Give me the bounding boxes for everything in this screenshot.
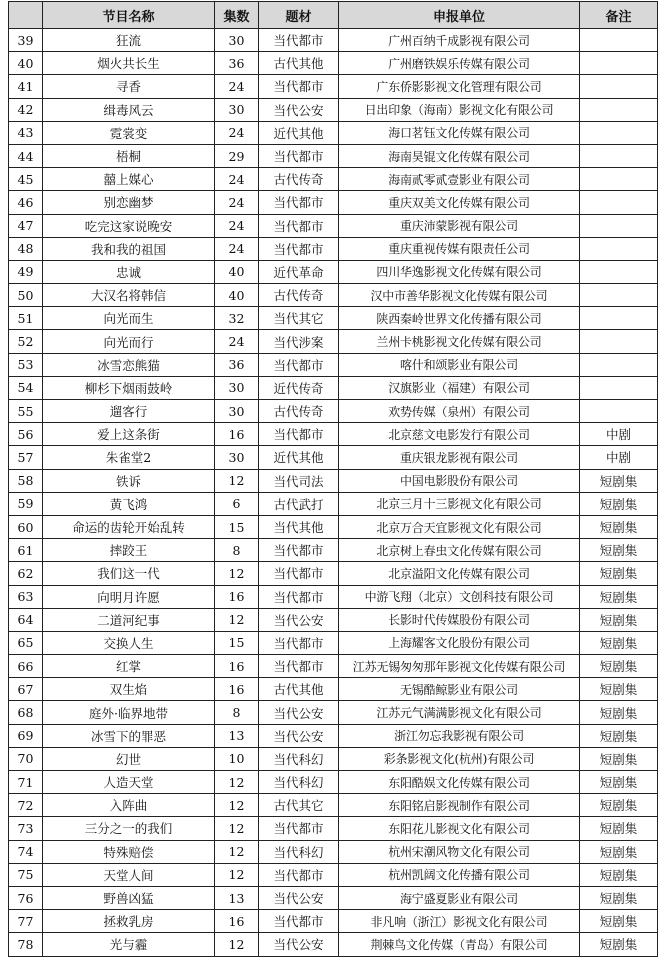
note: 短剧集 (580, 655, 658, 678)
note (580, 121, 658, 144)
row-number: 52 (9, 330, 43, 353)
program-name: 庭外·临界地带 (43, 701, 215, 724)
table-row (9, 747, 658, 770)
genre: 古代其他 (259, 52, 339, 75)
genre: 古代传奇 (259, 284, 339, 307)
table-row (9, 562, 658, 585)
table-body (9, 29, 658, 957)
program-name: 二道河纪事 (43, 608, 215, 631)
note: 短剧集 (580, 817, 658, 840)
applicant-company: 重庆银龙影视有限公司 (339, 446, 580, 469)
genre: 当代科幻 (259, 747, 339, 770)
genre: 当代其他 (259, 515, 339, 538)
applicant-company: 无锡酷鲸影业有限公司 (339, 678, 580, 701)
episode-count: 16 (215, 655, 259, 678)
note: 短剧集 (580, 724, 658, 747)
row-number: 74 (9, 840, 43, 863)
program-name: 别恋幽梦 (43, 191, 215, 214)
episode-count: 15 (215, 631, 259, 654)
program-name: 梧桐 (43, 144, 215, 167)
row-number: 40 (9, 52, 43, 75)
row-number: 69 (9, 724, 43, 747)
note: 短剧集 (580, 747, 658, 770)
program-name: 人造天堂 (43, 771, 215, 794)
row-number: 62 (9, 562, 43, 585)
program-name: 冰雪恋熊猫 (43, 353, 215, 376)
episode-count: 16 (215, 423, 259, 446)
genre: 古代其它 (259, 794, 339, 817)
applicant-company: 长影时代传媒股份有限公司 (339, 608, 580, 631)
row-number: 49 (9, 260, 43, 283)
episode-count: 12 (215, 562, 259, 585)
row-number: 51 (9, 307, 43, 330)
genre: 当代都市 (259, 562, 339, 585)
episode-count: 24 (215, 330, 259, 353)
program-name: 拯救乳房 (43, 910, 215, 933)
note (580, 168, 658, 191)
note (580, 191, 658, 214)
applicant-company: 荆棘鸟文化传媒（青岛）有限公司 (339, 933, 580, 956)
row-number: 64 (9, 608, 43, 631)
row-number: 54 (9, 376, 43, 399)
table-row (9, 121, 658, 144)
episode-count: 15 (215, 515, 259, 538)
note: 短剧集 (580, 840, 658, 863)
episode-count: 8 (215, 701, 259, 724)
note: 短剧集 (580, 678, 658, 701)
program-name: 寻香 (43, 75, 215, 98)
genre: 当代都市 (259, 539, 339, 562)
program-name: 特殊赔偿 (43, 840, 215, 863)
program-name: 大汉名将韩信 (43, 284, 215, 307)
program-name: 黄飞鸿 (43, 492, 215, 515)
episode-count: 40 (215, 284, 259, 307)
note: 短剧集 (580, 910, 658, 933)
table-row (9, 423, 658, 446)
table-row (9, 284, 658, 307)
table-row (9, 631, 658, 654)
episode-count: 36 (215, 353, 259, 376)
applicant-company: 中游飞翔（北京）文创科技有限公司 (339, 585, 580, 608)
episode-count: 40 (215, 260, 259, 283)
episode-count: 30 (215, 98, 259, 121)
table-row (9, 144, 658, 167)
table-row (9, 817, 658, 840)
table-row (9, 655, 658, 678)
program-name: 命运的齿轮开始乱转 (43, 515, 215, 538)
genre: 古代传奇 (259, 400, 339, 423)
program-name: 柳杉下烟雨鼓岭 (43, 376, 215, 399)
table-row (9, 260, 658, 283)
program-name: 光与霾 (43, 933, 215, 956)
genre: 古代传奇 (259, 168, 339, 191)
applicant-company: 北京树上春虫文化传媒有限公司 (339, 539, 580, 562)
episode-count: 12 (215, 817, 259, 840)
applicant-company: 杭州凯阔文化传播有限公司 (339, 863, 580, 886)
note: 短剧集 (580, 771, 658, 794)
row-number: 42 (9, 98, 43, 121)
applicant-company: 东阳酷娱文化传媒有限公司 (339, 771, 580, 794)
applicant-company: 重庆重视传媒有限责任公司 (339, 237, 580, 260)
program-name: 向光而行 (43, 330, 215, 353)
note: 短剧集 (580, 794, 658, 817)
applicant-company: 汉中市善华影视文化传媒有限公司 (339, 284, 580, 307)
program-name: 铁诉 (43, 469, 215, 492)
applicant-company: 喀什和颂影业有限公司 (339, 353, 580, 376)
note: 短剧集 (580, 701, 658, 724)
note (580, 98, 658, 121)
note: 短剧集 (580, 539, 658, 562)
row-number: 46 (9, 191, 43, 214)
applicant-company: 海口茗钰文化传媒有限公司 (339, 121, 580, 144)
program-name: 爱上这条街 (43, 423, 215, 446)
applicant-company: 日出印象（海南）影视文化有限公司 (339, 98, 580, 121)
applicant-company: 杭州宋潮风物文化有限公司 (339, 840, 580, 863)
program-name: 狂流 (43, 29, 215, 52)
table-row (9, 886, 658, 909)
applicant-company: 重庆沛蒙影视有限公司 (339, 214, 580, 237)
program-name: 缉毒风云 (43, 98, 215, 121)
genre: 当代公安 (259, 98, 339, 121)
applicant-company: 江苏无锡匆匆那年影视文化传媒有限公司 (339, 655, 580, 678)
program-name: 囍上媒心 (43, 168, 215, 191)
genre: 古代其他 (259, 678, 339, 701)
episode-count: 16 (215, 678, 259, 701)
header-index (9, 2, 43, 29)
applicant-company: 海南贰零贰壹影业有限公司 (339, 168, 580, 191)
note: 短剧集 (580, 608, 658, 631)
row-number: 39 (9, 29, 43, 52)
header-note: 备注 (580, 2, 658, 29)
note (580, 307, 658, 330)
note: 短剧集 (580, 585, 658, 608)
note (580, 260, 658, 283)
row-number: 73 (9, 817, 43, 840)
program-name: 天堂人间 (43, 863, 215, 886)
episode-count: 30 (215, 400, 259, 423)
applicant-company: 广东侨影影视文化管理有限公司 (339, 75, 580, 98)
note: 中剧 (580, 446, 658, 469)
table-row (9, 376, 658, 399)
genre: 当代都市 (259, 910, 339, 933)
episode-count: 16 (215, 585, 259, 608)
row-number: 65 (9, 631, 43, 654)
genre: 当代公安 (259, 886, 339, 909)
row-number: 72 (9, 794, 43, 817)
genre: 当代其它 (259, 307, 339, 330)
program-name: 我和我的祖国 (43, 237, 215, 260)
header-row (9, 2, 658, 29)
table-row (9, 446, 658, 469)
table-row (9, 237, 658, 260)
episode-count: 6 (215, 492, 259, 515)
program-list-document (8, 1, 657, 957)
genre: 当代都市 (259, 191, 339, 214)
episode-count: 30 (215, 376, 259, 399)
genre: 当代科幻 (259, 840, 339, 863)
genre: 近代其他 (259, 121, 339, 144)
table-row (9, 840, 658, 863)
note: 短剧集 (580, 631, 658, 654)
episode-count: 30 (215, 29, 259, 52)
applicant-company: 东阳铭启影视制作有限公司 (339, 794, 580, 817)
episode-count: 12 (215, 840, 259, 863)
genre: 当代都市 (259, 585, 339, 608)
program-name: 忠诚 (43, 260, 215, 283)
episode-count: 24 (215, 168, 259, 191)
row-number: 58 (9, 469, 43, 492)
header-applicant: 申报单位 (339, 2, 580, 29)
genre: 当代都市 (259, 237, 339, 260)
table-row (9, 214, 658, 237)
applicant-company: 陕西秦岭世界文化传播有限公司 (339, 307, 580, 330)
episode-count: 32 (215, 307, 259, 330)
applicant-company: 江苏元气满满影视文化有限公司 (339, 701, 580, 724)
note (580, 29, 658, 52)
note (580, 284, 658, 307)
row-number: 77 (9, 910, 43, 933)
genre: 当代司法 (259, 469, 339, 492)
episode-count: 24 (215, 75, 259, 98)
header-genre: 题材 (259, 2, 339, 29)
program-name: 摔跤王 (43, 539, 215, 562)
row-number: 66 (9, 655, 43, 678)
applicant-company: 海宁盛夏影业有限公司 (339, 886, 580, 909)
row-number: 55 (9, 400, 43, 423)
table-row (9, 701, 658, 724)
program-name: 三分之一的我们 (43, 817, 215, 840)
note (580, 75, 658, 98)
genre: 当代公安 (259, 608, 339, 631)
program-table (8, 1, 658, 957)
genre: 当代都市 (259, 75, 339, 98)
table-row (9, 191, 658, 214)
note: 短剧集 (580, 469, 658, 492)
episode-count: 24 (215, 214, 259, 237)
row-number: 61 (9, 539, 43, 562)
row-number: 71 (9, 771, 43, 794)
genre: 当代都市 (259, 214, 339, 237)
row-number: 41 (9, 75, 43, 98)
episode-count: 24 (215, 191, 259, 214)
note (580, 376, 658, 399)
table-row (9, 168, 658, 191)
note: 短剧集 (580, 492, 658, 515)
note (580, 144, 658, 167)
row-number: 50 (9, 284, 43, 307)
genre: 当代都市 (259, 655, 339, 678)
genre: 当代科幻 (259, 771, 339, 794)
header-program-name: 节目名称 (43, 2, 215, 29)
program-name: 吃完这家说晚安 (43, 214, 215, 237)
note: 中剧 (580, 423, 658, 446)
table-header (9, 2, 658, 29)
note (580, 237, 658, 260)
genre: 古代武打 (259, 492, 339, 515)
table-row (9, 724, 658, 747)
note: 短剧集 (580, 515, 658, 538)
applicant-company: 北京三月十三影视文化有限公司 (339, 492, 580, 515)
row-number: 48 (9, 237, 43, 260)
table-row (9, 75, 658, 98)
episode-count: 13 (215, 724, 259, 747)
program-name: 我们这一代 (43, 562, 215, 585)
table-row (9, 933, 658, 956)
genre: 近代其他 (259, 446, 339, 469)
genre: 当代都市 (259, 423, 339, 446)
episode-count: 24 (215, 121, 259, 144)
table-row (9, 515, 658, 538)
applicant-company: 兰州卡桃影视文化传媒有限公司 (339, 330, 580, 353)
row-number: 75 (9, 863, 43, 886)
table-row (9, 400, 658, 423)
applicant-company: 海南昊锟文化传媒有限公司 (339, 144, 580, 167)
episode-count: 12 (215, 794, 259, 817)
applicant-company: 四川华逸影视文化传媒有限公司 (339, 260, 580, 283)
program-name: 朱雀堂2 (43, 446, 215, 469)
table-row (9, 910, 658, 933)
program-name: 红掌 (43, 655, 215, 678)
program-name: 双生焰 (43, 678, 215, 701)
row-number: 44 (9, 144, 43, 167)
genre: 当代都市 (259, 863, 339, 886)
episode-count: 29 (215, 144, 259, 167)
episode-count: 10 (215, 747, 259, 770)
program-name: 遛客行 (43, 400, 215, 423)
applicant-company: 北京慈文电影发行有限公司 (339, 423, 580, 446)
genre: 当代都市 (259, 144, 339, 167)
genre: 当代公安 (259, 724, 339, 747)
applicant-company: 东阳花儿影视文化有限公司 (339, 817, 580, 840)
program-name: 向明月许愿 (43, 585, 215, 608)
program-name: 幻世 (43, 747, 215, 770)
table-row (9, 330, 658, 353)
program-name: 烟火共长生 (43, 52, 215, 75)
row-number: 78 (9, 933, 43, 956)
note (580, 400, 658, 423)
episode-count: 16 (215, 910, 259, 933)
row-number: 56 (9, 423, 43, 446)
applicant-company: 中国电影股份有限公司 (339, 469, 580, 492)
applicant-company: 彩条影视文化(杭州)有限公司 (339, 747, 580, 770)
note (580, 214, 658, 237)
table-row (9, 98, 658, 121)
table-row (9, 492, 658, 515)
row-number: 45 (9, 168, 43, 191)
note (580, 353, 658, 376)
applicant-company: 上海耀客文化股份有限公司 (339, 631, 580, 654)
table-row (9, 353, 658, 376)
episode-count: 12 (215, 469, 259, 492)
program-name: 霓裳变 (43, 121, 215, 144)
table-row (9, 794, 658, 817)
note (580, 52, 658, 75)
table-row (9, 585, 658, 608)
program-name: 野兽凶猛 (43, 886, 215, 909)
genre: 当代公安 (259, 701, 339, 724)
applicant-company: 广州磨铁娱乐传媒有限公司 (339, 52, 580, 75)
note: 短剧集 (580, 886, 658, 909)
row-number: 68 (9, 701, 43, 724)
row-number: 59 (9, 492, 43, 515)
note (580, 330, 658, 353)
genre: 当代都市 (259, 817, 339, 840)
episode-count: 30 (215, 446, 259, 469)
row-number: 53 (9, 353, 43, 376)
table-row (9, 771, 658, 794)
genre: 当代都市 (259, 29, 339, 52)
row-number: 67 (9, 678, 43, 701)
table-row (9, 29, 658, 52)
applicant-company: 北京万合天宜影视文化有限公司 (339, 515, 580, 538)
episode-count: 13 (215, 886, 259, 909)
genre: 近代传奇 (259, 376, 339, 399)
genre: 近代革命 (259, 260, 339, 283)
episode-count: 12 (215, 608, 259, 631)
program-name: 向光而生 (43, 307, 215, 330)
program-name: 交换人生 (43, 631, 215, 654)
table-row (9, 539, 658, 562)
applicant-company: 重庆双美文化传媒有限公司 (339, 191, 580, 214)
table-row (9, 307, 658, 330)
episode-count: 8 (215, 539, 259, 562)
applicant-company: 欢势传媒（泉州）有限公司 (339, 400, 580, 423)
table-row (9, 52, 658, 75)
row-number: 70 (9, 747, 43, 770)
table-row (9, 608, 658, 631)
applicant-company: 广州百纳千成影视有限公司 (339, 29, 580, 52)
header-episodes: 集数 (215, 2, 259, 29)
episode-count: 12 (215, 933, 259, 956)
note: 短剧集 (580, 933, 658, 956)
note: 短剧集 (580, 562, 658, 585)
applicant-company: 浙江勿忘我影视有限公司 (339, 724, 580, 747)
row-number: 47 (9, 214, 43, 237)
table-row (9, 863, 658, 886)
row-number: 60 (9, 515, 43, 538)
episode-count: 36 (215, 52, 259, 75)
genre: 当代都市 (259, 353, 339, 376)
genre: 当代公安 (259, 933, 339, 956)
genre: 当代涉案 (259, 330, 339, 353)
row-number: 43 (9, 121, 43, 144)
applicant-company: 非凡响（浙江）影视文化有限公司 (339, 910, 580, 933)
episode-count: 12 (215, 771, 259, 794)
program-name: 入阵曲 (43, 794, 215, 817)
row-number: 57 (9, 446, 43, 469)
row-number: 76 (9, 886, 43, 909)
table-row (9, 469, 658, 492)
row-number: 63 (9, 585, 43, 608)
note: 短剧集 (580, 863, 658, 886)
episode-count: 12 (215, 863, 259, 886)
table-row (9, 678, 658, 701)
applicant-company: 北京溢阳文化传媒有限公司 (339, 562, 580, 585)
program-name: 冰雪下的罪恶 (43, 724, 215, 747)
genre: 当代都市 (259, 631, 339, 654)
episode-count: 24 (215, 237, 259, 260)
applicant-company: 汉旗影业（福建）有限公司 (339, 376, 580, 399)
